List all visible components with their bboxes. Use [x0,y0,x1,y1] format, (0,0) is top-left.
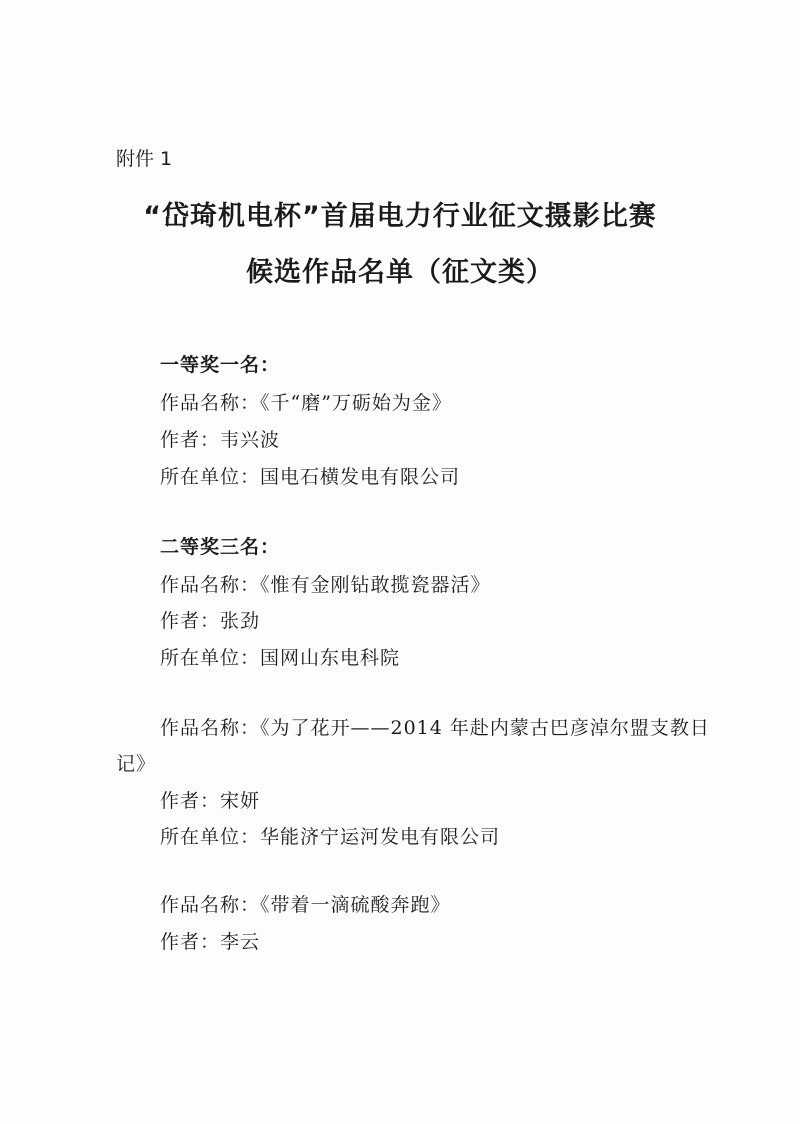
second-prize-2-unit: 所在单位：华能济宁运河发电有限公司 [160,826,501,848]
second-prize-heading: 二等奖三名： [160,536,281,558]
second-prize-2-work-title-line-1: 作品名称：《为了花开——2014 年赴内蒙古巴彦淖尔盟支教日 [160,717,710,739]
second-prize-1-unit: 所在单位：国网山东电科院 [160,647,401,669]
second-prize-2-work-title-line-2: 记》 [116,753,157,775]
second-prize-3-author: 作者：李云 [160,931,261,953]
first-prize-work-title: 作品名称：《千“磨”万砺始为金》 [160,392,452,414]
first-prize-unit: 所在单位：国电石横发电有限公司 [160,466,461,488]
document-title-line-2: 候选作品名单（征文类） [246,257,554,288]
second-prize-1-work-title: 作品名称：《惟有金刚钻敢揽瓷器活》 [160,574,491,596]
second-prize-1-author: 作者：张劲 [160,610,261,632]
second-prize-2-author: 作者：宋妍 [160,790,261,812]
attachment-label: 附件 1 [116,148,173,170]
second-prize-3-work-title: 作品名称：《带着一滴硫酸奔跑》 [160,894,451,916]
first-prize-author: 作者：韦兴波 [160,429,281,451]
document-title-line-1: “岱琦机电杯”首届电力行业征文摄影比赛 [143,201,657,232]
first-prize-heading: 一等奖一名： [160,354,281,376]
